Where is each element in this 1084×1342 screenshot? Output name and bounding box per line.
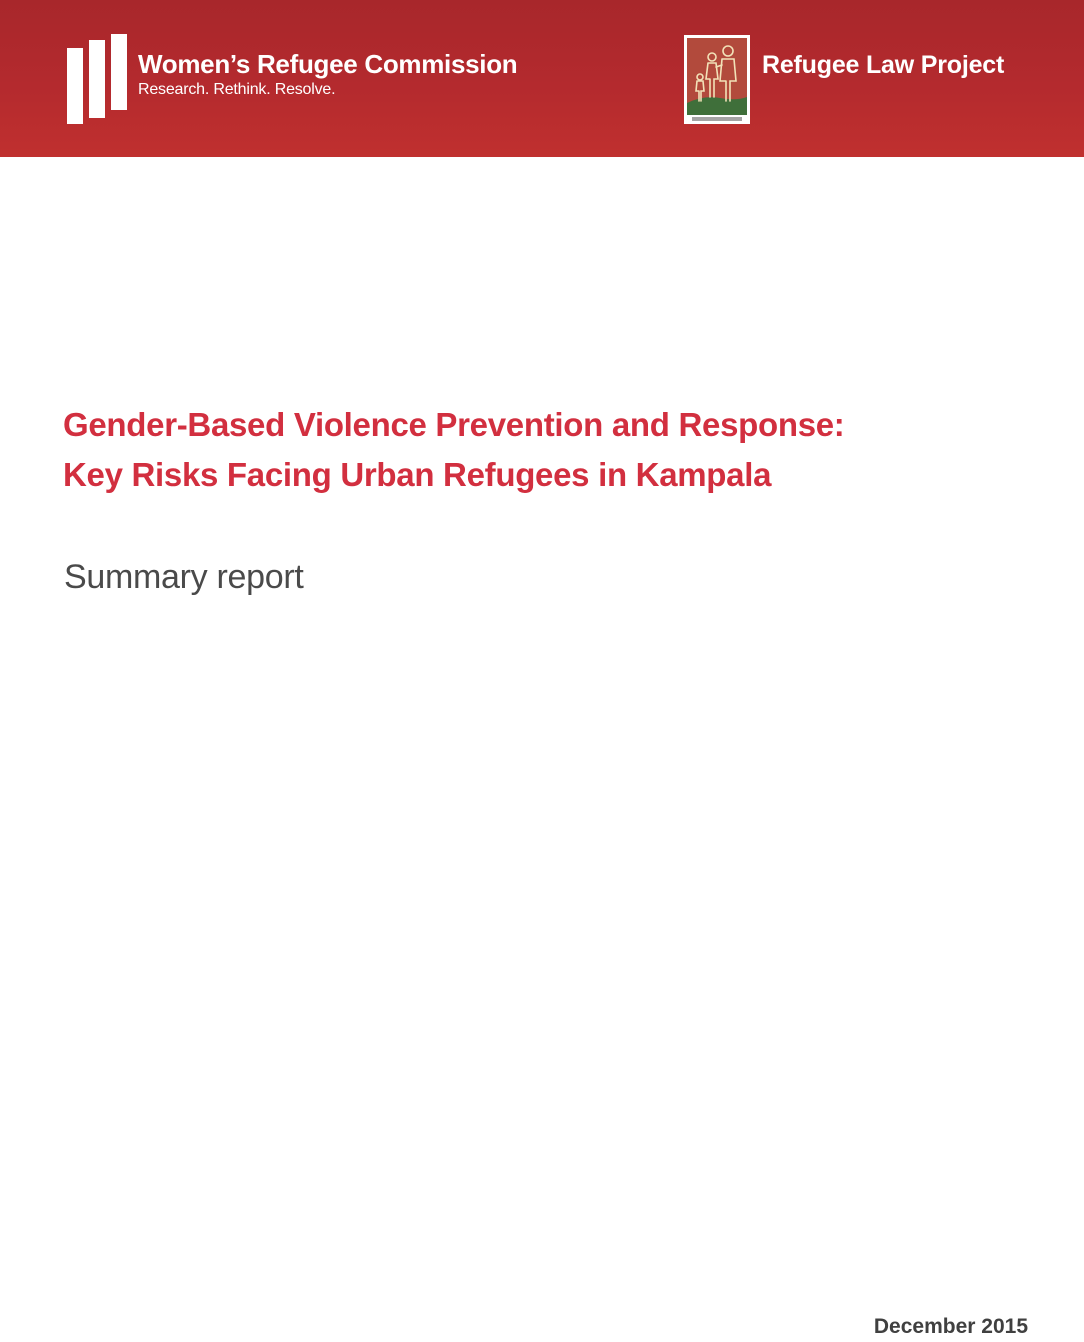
document-date: December 2015 (873, 1315, 1028, 1338)
document-title-line-1: Gender-Based Violence Prevention and Response: (63, 406, 845, 443)
rlp-organization-name: Refugee Law Project (762, 51, 1005, 79)
refugee-law-project-logo-icon (684, 35, 750, 124)
wrc-bars-logo-icon (67, 34, 129, 126)
document-subtitle: Summary report (64, 558, 304, 596)
document-title-line-2: Key Risks Facing Urban Refugees in Kampala (63, 456, 772, 493)
header-band (0, 0, 1084, 157)
document-title (63, 400, 1043, 500)
wrc-organization-name: Women’s Refugee Commission (138, 49, 518, 79)
wrc-tagline: Research. Rethink. Resolve. (138, 81, 336, 98)
